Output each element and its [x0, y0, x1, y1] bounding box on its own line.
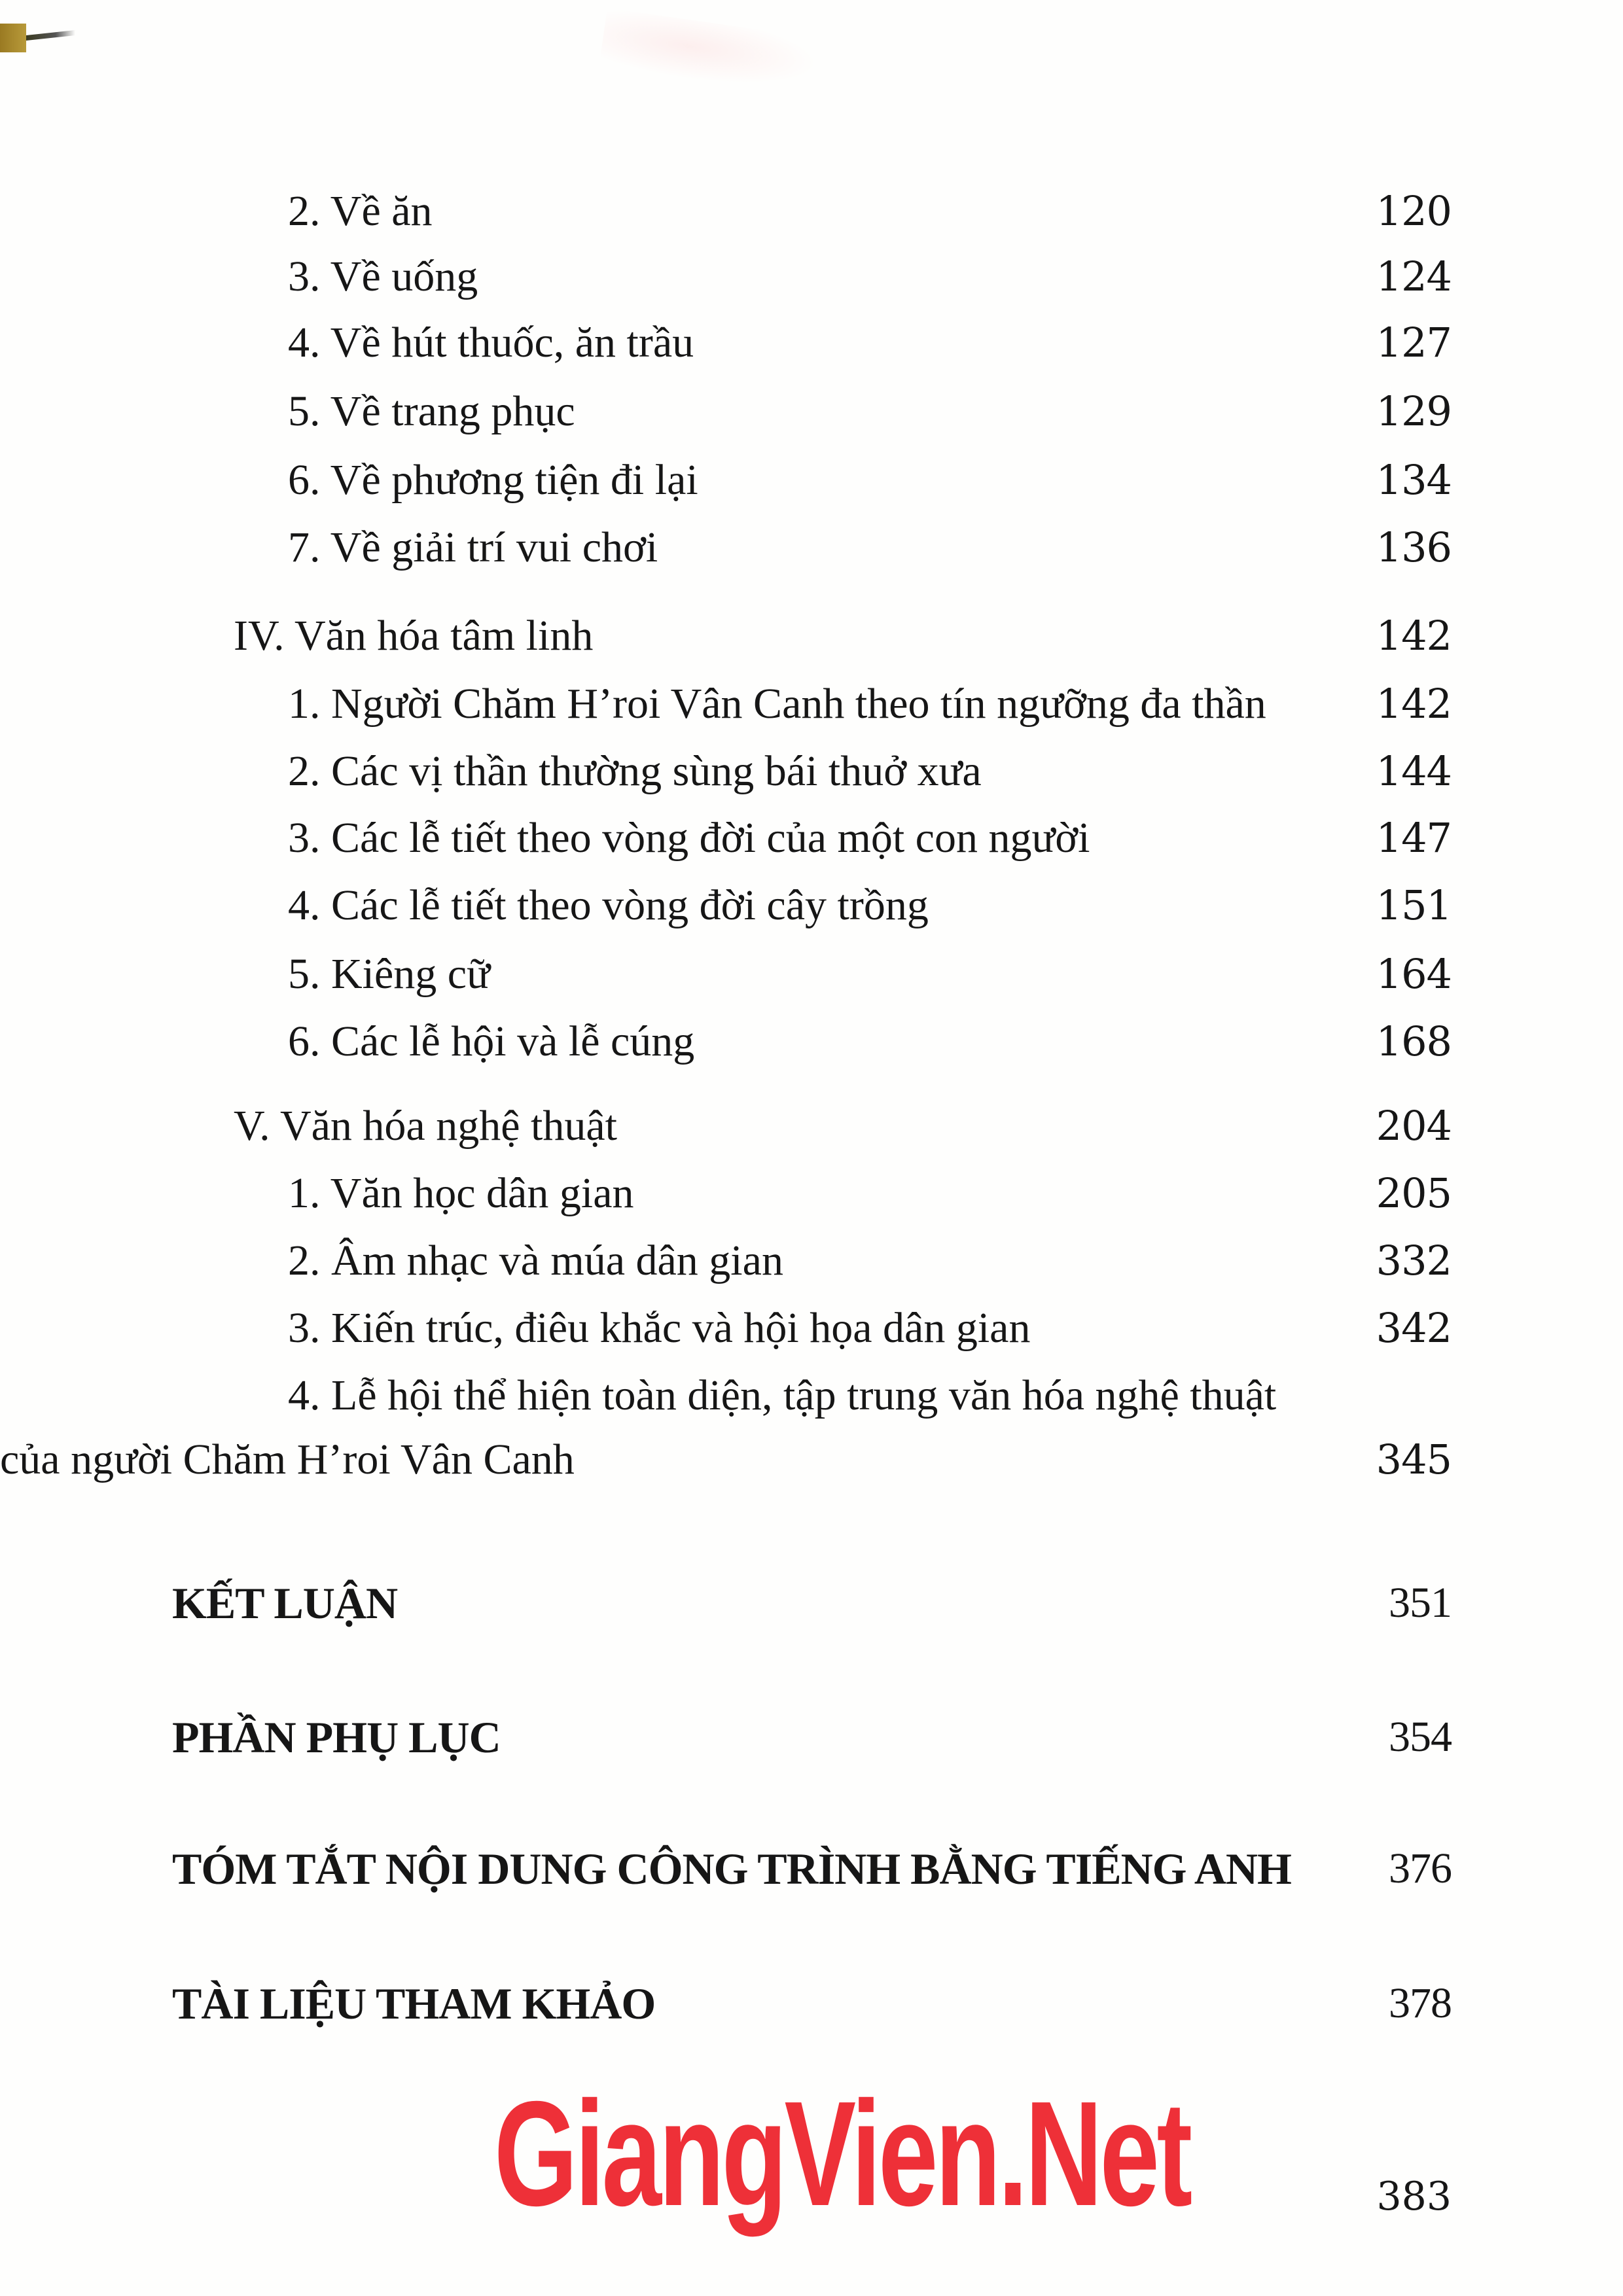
toc-entry: [0, 1016, 1623, 1068]
toc-entry: [0, 385, 1623, 438]
toc-entry-title: 3. Kiến trúc, điêu khắc và hội họa dân gian: [288, 1304, 1031, 1352]
toc-entry-title: PHẦN PHỤ LỤC: [172, 1712, 501, 1762]
toc-entry-page: 168: [1376, 1017, 1452, 1065]
page-edge-shadow: [26, 30, 75, 41]
page-edge-mark: [0, 24, 26, 52]
toc-entry: [0, 879, 1623, 932]
toc-entry-title: 2. Về ăn: [288, 187, 433, 235]
toc-entry: [0, 1302, 1623, 1354]
toc-entry-page: 142: [1376, 680, 1452, 728]
toc-entry-page: 342: [1376, 1304, 1452, 1352]
toc-entry-page: 204: [1376, 1102, 1452, 1150]
toc-entry-title: 5. Về trang phục: [288, 387, 575, 435]
toc-entry-page: 144: [1376, 747, 1452, 795]
toc-entry: [0, 745, 1623, 798]
toc-entry: [0, 454, 1623, 506]
toc-entry: [0, 317, 1623, 369]
toc-chapter-entry: [0, 1577, 1623, 1629]
toc-entry-title: V. Văn hóa nghệ thuật: [234, 1102, 617, 1150]
toc-entry-title: IV. Văn hóa tâm linh: [234, 612, 594, 660]
toc-entry-page: 129: [1376, 387, 1452, 435]
toc-entry-page: 351: [1389, 1579, 1452, 1627]
toc-entry: [0, 185, 1623, 238]
page-number: 383: [1376, 2174, 1452, 2219]
toc-entry-page: 164: [1376, 950, 1452, 998]
toc-entry: [0, 521, 1623, 574]
toc-entry-page: 378: [1389, 1979, 1452, 2027]
toc-entry: [0, 1167, 1623, 1220]
toc-entry-page: 376: [1389, 1845, 1452, 1892]
toc-entry: [0, 812, 1623, 864]
toc-entry-title: 1. Người Chăm H’roi Vân Canh theo tín ngưỡng đa thần: [288, 680, 1266, 728]
toc-entry-title: 2. Các vị thần thường sùng bái thuở xưa: [288, 747, 982, 795]
toc-entry-title: 1. Văn học dân gian: [288, 1169, 634, 1217]
toc-entry-title: 3. Các lễ tiết theo vòng đời của một con người: [288, 814, 1090, 862]
toc-chapter-entry: [0, 1843, 1623, 1895]
toc-entry-page: 151: [1376, 881, 1452, 929]
toc-entry-title: 4. Về hút thuốc, ăn trầu: [288, 319, 694, 366]
scan-smudge: [599, 8, 821, 96]
toc-entry-page: 124: [1376, 253, 1452, 300]
toc-entry-page: 134: [1376, 456, 1452, 504]
toc-entry-title: TÓM TẮT NỘI DUNG CÔNG TRÌNH BẰNG TIẾNG ANH: [172, 1844, 1291, 1894]
toc-entry-title: 2. Âm nhạc và múa dân gian: [288, 1237, 783, 1284]
toc-entry-page: 147: [1376, 814, 1452, 862]
toc-entry-page: 205: [1376, 1169, 1452, 1217]
toc-entry: [0, 948, 1623, 1000]
toc-entry-page: 354: [1389, 1713, 1452, 1761]
toc-entry: [0, 1369, 1623, 1422]
toc-entry: [0, 1235, 1623, 1287]
toc-entry-page: 345: [1376, 1436, 1452, 1483]
toc-entry-title: 6. Các lễ hội và lễ cúng: [288, 1017, 695, 1065]
toc-chapter-entry: [0, 1711, 1623, 1763]
toc-entry-page: 142: [1376, 612, 1452, 660]
toc-entry-title: 7. Về giải trí vui chơi: [288, 523, 658, 571]
toc-entry-page: 332: [1376, 1237, 1452, 1284]
toc-entry-title: 6. Về phương tiện đi lại: [288, 456, 698, 504]
toc-entry-title: 4. Các lễ tiết theo vòng đời cây trồng: [288, 881, 929, 929]
toc-entry-title: KẾT LUẬN: [172, 1578, 398, 1628]
toc-entry-title: 3. Về uống: [288, 253, 478, 300]
toc-section-entry: [0, 1100, 1623, 1152]
toc-entry: [0, 1434, 1623, 1486]
toc-entry-title: 5. Kiêng cữ: [288, 950, 490, 998]
watermark: GiangVien.Net: [494, 2071, 1190, 2237]
toc-entry-page: 127: [1376, 319, 1452, 366]
toc-entry-title: của người Chăm H’roi Vân Canh: [0, 1436, 575, 1483]
toc-chapter-entry: [0, 1977, 1623, 2030]
toc-entry-page: 120: [1376, 187, 1452, 235]
toc-entry-page: 136: [1376, 523, 1452, 571]
toc-entry-title: TÀI LIỆU THAM KHẢO: [172, 1979, 656, 2028]
toc-entry: [0, 678, 1623, 730]
toc-entry: [0, 251, 1623, 303]
toc-section-entry: [0, 610, 1623, 662]
toc-entry-title: 4. Lễ hội thể hiện toàn diện, tập trung văn hóa nghệ thuật: [288, 1371, 1277, 1419]
